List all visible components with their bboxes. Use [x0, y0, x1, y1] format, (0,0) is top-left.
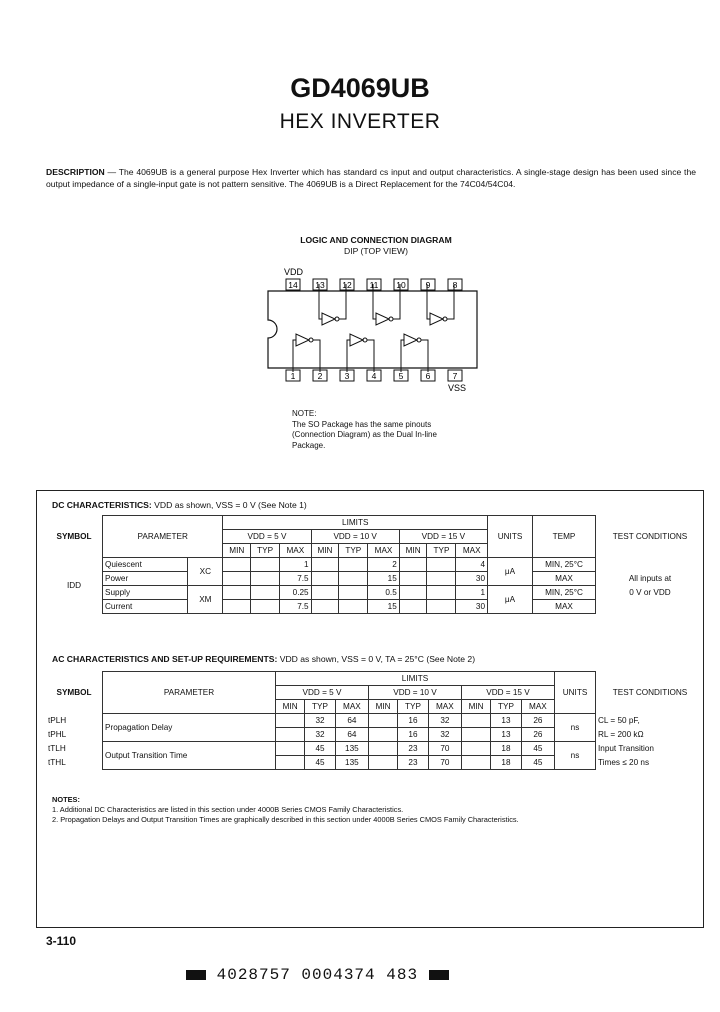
ac-sub: MAX — [521, 700, 554, 714]
top-pin-label: 13 — [315, 280, 325, 290]
ac-value: 16 — [398, 728, 429, 742]
dc-param: Supply — [103, 586, 188, 600]
ac-value: 64 — [335, 728, 368, 742]
dc-unit: μA — [488, 586, 533, 614]
dc-sub: MIN — [399, 544, 427, 558]
top-pin-label: 9 — [425, 280, 431, 290]
dc-value: 1 — [280, 558, 311, 572]
ac-value: 23 — [398, 742, 429, 756]
dc-temp: MIN, 25°C — [533, 558, 596, 572]
page-number: 3-110 — [46, 934, 77, 948]
top-pin-label: 10 — [396, 280, 406, 290]
ac-value — [461, 728, 490, 742]
dc-h-symbol: SYMBOL — [56, 532, 92, 541]
ac-value: 26 — [521, 728, 554, 742]
dc-unit: μA — [488, 558, 533, 586]
ac-symbol: tPLH — [48, 716, 67, 725]
top-pin-label: 14 — [288, 280, 298, 290]
package-note — [292, 409, 462, 451]
note-1: 1. Additional DC Characteristics are listed in this section under 4000B Series CMOS Family Characteristics. — [52, 805, 404, 814]
top-pin-label: 8 — [452, 280, 458, 290]
dc-param: Power — [103, 572, 188, 586]
dc-value: 7.5 — [280, 600, 311, 614]
ac-sub: MAX — [335, 700, 368, 714]
ac-value — [368, 756, 397, 770]
dc-value: 4 — [456, 558, 488, 572]
dc-value: 0.25 — [280, 586, 311, 600]
dc-value: 0.5 — [368, 586, 399, 600]
dc-sub: MAX — [456, 544, 488, 558]
ac-value: 64 — [335, 714, 368, 728]
black-block-icon — [186, 970, 206, 980]
dc-sub: TYP — [427, 544, 456, 558]
ac-value: 13 — [491, 714, 522, 728]
ac-h-limits: LIMITS — [276, 672, 555, 686]
ac-unit: ns — [555, 714, 596, 742]
dc-h-limits: LIMITS — [223, 516, 488, 530]
dc-title: DC CHARACTERISTICS: VDD as shown, VSS = 0 V (See Note 1) — [52, 500, 307, 510]
ac-h-symbol: SYMBOL — [56, 688, 92, 697]
ac-value: 32 — [305, 714, 336, 728]
dc-vdd10: VDD = 10 V — [311, 530, 399, 544]
diagram-subtitle: DIP (TOP VIEW) — [344, 246, 408, 256]
description-label: DESCRIPTION — [46, 167, 105, 177]
ac-sub: TYP — [491, 700, 522, 714]
dc-sub: MIN — [311, 544, 339, 558]
description — [46, 167, 696, 190]
ac-value: 45 — [521, 742, 554, 756]
dc-h-units: UNITS — [488, 516, 533, 558]
bottom-pin-label: 2 — [317, 371, 323, 381]
bottom-pin-label: 5 — [398, 371, 404, 381]
dc-sub: MIN — [223, 544, 251, 558]
bottom-pin-label: 4 — [371, 371, 377, 381]
ac-value: 70 — [428, 756, 461, 770]
notes — [52, 795, 519, 825]
ac-value: 18 — [491, 742, 522, 756]
page-title: GD4069UB — [290, 73, 430, 103]
ac-table — [46, 671, 704, 770]
note-text: The SO Package has the same pinouts (Connection Diagram) as the Dual In-line Package. — [292, 419, 437, 450]
dc-value: 30 — [456, 600, 488, 614]
dc-temp: MAX — [533, 572, 596, 586]
ac-value — [461, 742, 490, 756]
ac-value: 45 — [521, 756, 554, 770]
dc-sub: TYP — [251, 544, 280, 558]
ac-value — [368, 728, 397, 742]
dc-param: Current — [103, 600, 188, 614]
top-pin-label: 12 — [342, 280, 352, 290]
ac-sub: MIN — [368, 700, 397, 714]
ac-value: 135 — [335, 742, 368, 756]
ac-sub: MIN — [461, 700, 490, 714]
dc-vdd5: VDD = 5 V — [223, 530, 311, 544]
ac-test: Input Transition — [598, 744, 654, 753]
ac-symbol: tTHL — [48, 758, 66, 767]
bottom-pin-label: 6 — [425, 371, 431, 381]
dc-temp: MIN, 25°C — [533, 586, 596, 600]
ac-value — [276, 742, 305, 756]
ac-test: Times ≤ 20 ns — [598, 758, 650, 767]
ac-sub: TYP — [398, 700, 429, 714]
dc-table — [46, 515, 704, 614]
ac-title: AC CHARACTERISTICS AND SET-UP REQUIREMENTS: VDD as shown, VSS = 0 V, TA = 25°C (See Note 2) — [52, 654, 476, 664]
dc-value: 7.5 — [280, 572, 311, 586]
bottom-pin-label: 3 — [344, 371, 350, 381]
note-2: 2. Propagation Delays and Output Transition Times are graphically described in this section under 4000B Series CMOS Family Characteristics. — [52, 815, 519, 824]
dc-h-parameter: PARAMETER — [103, 516, 223, 558]
ac-vdd5: VDD = 5 V — [276, 686, 369, 700]
ac-vdd15: VDD = 15 V — [461, 686, 554, 700]
dc-value: 15 — [368, 572, 399, 586]
ac-value — [461, 714, 490, 728]
dc-value: 2 — [368, 558, 399, 572]
ac-value — [368, 742, 397, 756]
dc-value: 30 — [456, 572, 488, 586]
black-block-icon — [429, 970, 449, 980]
bottom-pin-label: 7 — [452, 371, 458, 381]
description-text: — The 4069UB is a general purpose Hex Inverter which has standard cs input and output characteristics. A single-stage design has been used since the output impedance of a single-input gate is not pattern sensitive. The 4069UB is a Direct Replacement for the 74C04/54C04. — [46, 167, 696, 189]
dc-sub: TYP — [339, 544, 368, 558]
top-pin-label: 11 — [369, 280, 379, 290]
page-subtitle: HEX INVERTER — [279, 110, 441, 133]
ac-unit: ns — [555, 742, 596, 770]
ac-value: 18 — [491, 756, 522, 770]
dc-temp: MAX — [533, 600, 596, 614]
ac-value — [276, 756, 305, 770]
dc-h-test: TEST CONDITIONS — [612, 532, 688, 541]
connection-diagram — [260, 262, 490, 397]
ac-value: 32 — [428, 714, 461, 728]
ac-value: 32 — [428, 728, 461, 742]
ac-symbol: tPHL — [48, 730, 67, 739]
document-code — [186, 966, 449, 984]
dc-value: 15 — [368, 600, 399, 614]
dc-vdd15: VDD = 15 V — [399, 530, 487, 544]
notes-label: NOTES: — [52, 795, 80, 804]
ac-value: 45 — [305, 756, 336, 770]
ac-h-parameter: PARAMETER — [103, 672, 276, 714]
ac-vdd10: VDD = 10 V — [368, 686, 461, 700]
dc-xm: XM — [188, 586, 223, 614]
dc-h-temp: TEMP — [533, 516, 596, 558]
ac-param: Output Transition Time — [103, 742, 276, 770]
ac-value: 16 — [398, 714, 429, 728]
ac-symbol: tTLH — [48, 744, 66, 753]
ac-value: 23 — [398, 756, 429, 770]
ac-value: 26 — [521, 714, 554, 728]
bottom-pin-label: 1 — [290, 371, 296, 381]
dc-xc: XC — [188, 558, 223, 586]
diagram-title: LOGIC AND CONNECTION DIAGRAM — [300, 235, 452, 245]
ac-value: 135 — [335, 756, 368, 770]
dc-param: Quiescent — [103, 558, 188, 572]
dc-symbol: IDD — [66, 581, 82, 590]
ac-value: 70 — [428, 742, 461, 756]
ac-h-test: TEST CONDITIONS — [612, 688, 688, 697]
ac-test: CL = 50 pF, — [598, 716, 640, 725]
ac-h-units: UNITS — [555, 672, 596, 714]
dc-test: All inputs at 0 V or VDD — [628, 573, 672, 597]
note-label: NOTE: — [292, 409, 317, 418]
ac-test: RL = 200 kΩ — [598, 730, 644, 739]
ac-value: 13 — [491, 728, 522, 742]
ac-value — [276, 714, 305, 728]
ac-param: Propagation Delay — [103, 714, 276, 742]
ac-value: 32 — [305, 728, 336, 742]
ac-value — [276, 728, 305, 742]
dc-sub: MAX — [368, 544, 399, 558]
ac-sub: MIN — [276, 700, 305, 714]
dc-value: 1 — [456, 586, 488, 600]
ac-value — [461, 756, 490, 770]
ac-value — [368, 714, 397, 728]
code-text: 4028757 0004374 483 — [216, 966, 419, 984]
ac-value: 45 — [305, 742, 336, 756]
dc-sub: MAX — [280, 544, 311, 558]
ac-sub: TYP — [305, 700, 336, 714]
ac-sub: MAX — [428, 700, 461, 714]
vss-label: VSS — [448, 383, 467, 393]
vdd-label: VDD — [284, 267, 304, 277]
